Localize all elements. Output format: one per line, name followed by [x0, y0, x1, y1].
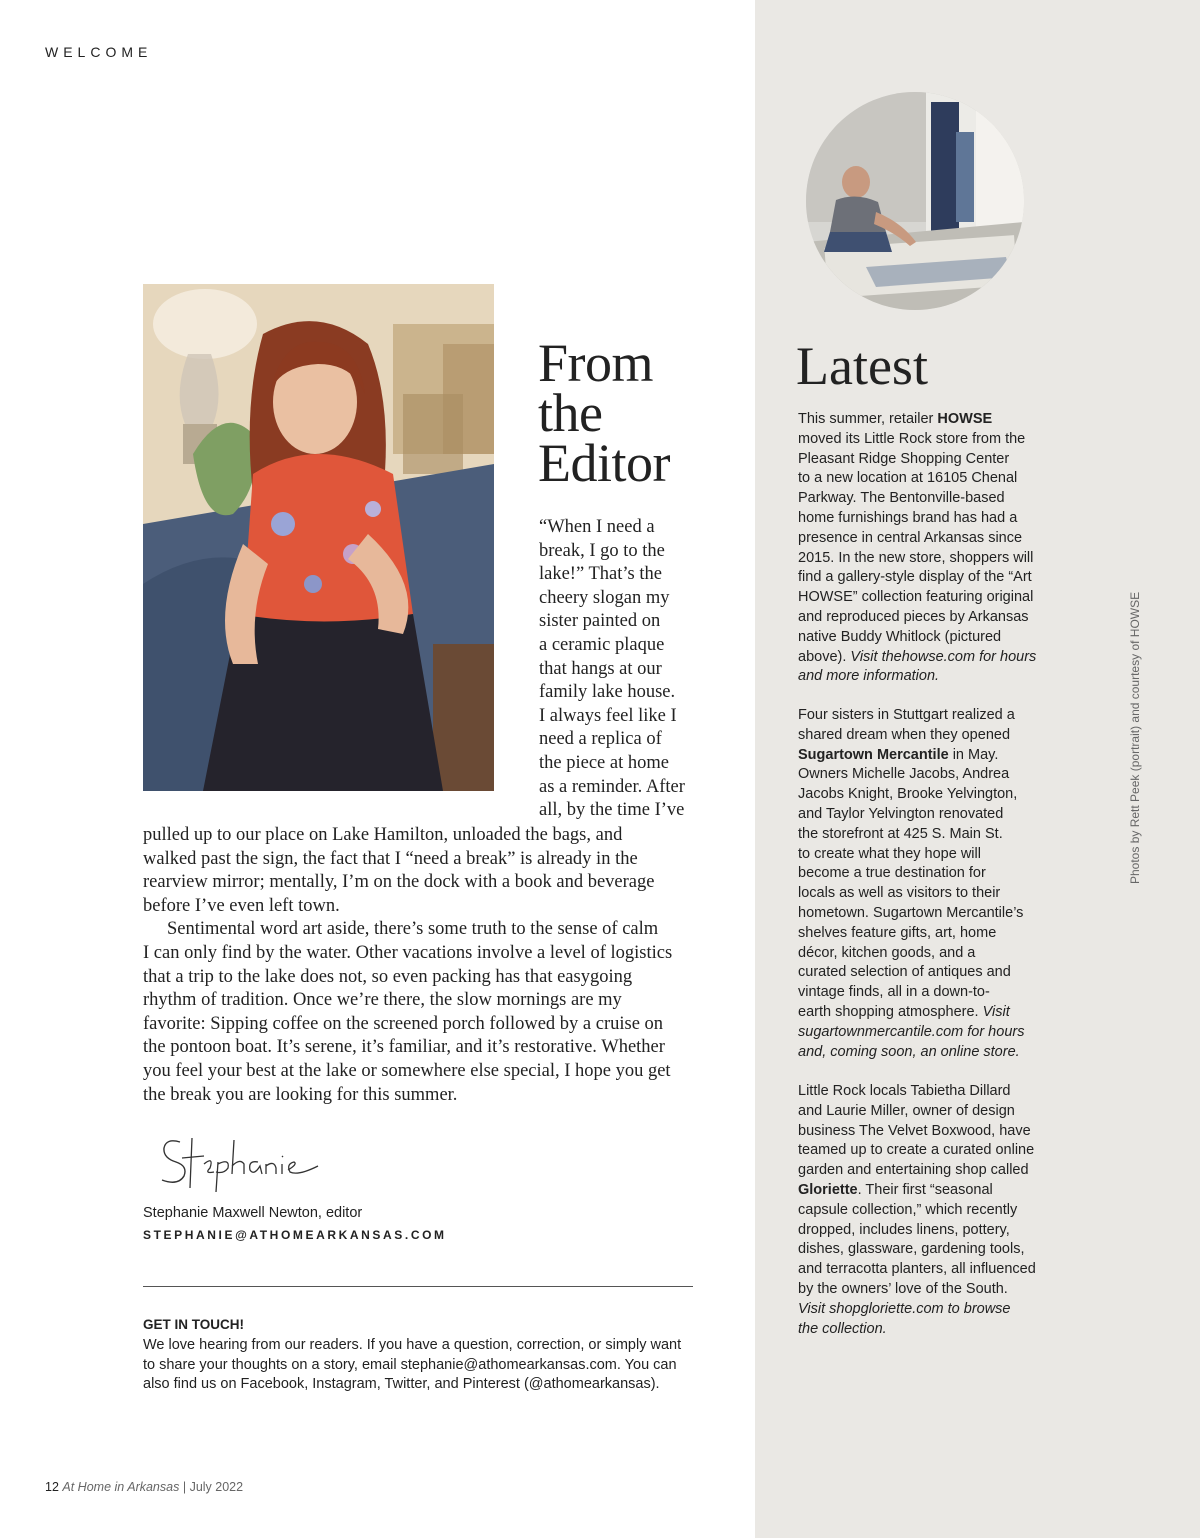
text-line: curated selection of antiques and — [798, 964, 1011, 981]
editor-email-link[interactable]: STEPHANIE@ATHOMEARKANSAS.COM — [143, 1228, 447, 1242]
text-line: Jacobs Knight, Brooke Yelvington, — [798, 786, 1018, 803]
text-line: the pontoon boat. It’s serene, it’s familiar, and it’s restorative. Whether — [143, 1037, 665, 1058]
text-line: dropped, includes linens, pottery, — [798, 1221, 1010, 1238]
text-line: and Taylor Yelvington renovated — [798, 805, 1004, 822]
text-line: shared dream when they opened — [798, 726, 1011, 743]
text-line: 2015. In the new store, shoppers will — [798, 549, 1034, 566]
divider — [143, 1286, 693, 1287]
howse-name: HOWSE — [937, 411, 993, 427]
text-line: “When I need a — [539, 517, 655, 537]
sugartown-link-text: and, coming soon, an online store. — [798, 1043, 1020, 1060]
editor-name: Stephanie Maxwell Newton, editor — [143, 1205, 363, 1221]
text-line: presence in central Arkansas since — [798, 529, 1023, 546]
latest-paragraph-gloriette — [798, 1082, 1073, 1339]
editor-title-line: From — [538, 333, 654, 393]
text-line: and terracotta planters, all influenced — [798, 1261, 1036, 1278]
photo-credit: Photos by Rett Peek (portrait) and courtesy of HOWSE — [1128, 591, 1142, 884]
text-line: sister painted on — [539, 611, 661, 632]
text-line: Owners Michelle Jacobs, Andrea — [798, 766, 1010, 783]
text-line: cheery slogan my — [539, 587, 670, 608]
sugartown-link-text: Visit — [982, 1003, 1010, 1020]
section-label: WELCOME — [45, 44, 153, 60]
text-line: before I’ve even left town. — [143, 895, 340, 916]
text-line: Sentimental word art aside, there’s some truth to the sense of calm — [167, 919, 659, 940]
text-line — [798, 410, 1073, 430]
magazine-name: At Home in Arkansas — [62, 1480, 180, 1494]
latest-paragraph-howse — [798, 410, 1073, 687]
text-line: the storefront at 425 S. Main St. — [798, 825, 1003, 842]
text-line: to a new location at 16105 Chenal — [798, 470, 1018, 487]
text-span: This summer, retailer — [798, 411, 938, 427]
text-line: pulled up to our place on Lake Hamilton, unloaded the bags, and — [143, 825, 623, 845]
text-line: vintage finds, all in a down-to- — [798, 984, 990, 1001]
howse-link-text: Visit thehowse.com for hours — [850, 648, 1037, 665]
text-line: Pleasant Ridge Shopping Center — [798, 450, 1010, 467]
latest-title: Latest — [796, 336, 928, 396]
sugartown-name: Sugartown Mercantile — [798, 746, 949, 763]
text-line: favorite: Sipping coffee on the screened porch followed by a cruise on — [143, 1013, 664, 1034]
text-span: . Their first “seasonal — [857, 1181, 993, 1198]
editor-signature — [158, 1130, 328, 1196]
text-line: moved its Little Rock store from the — [798, 430, 1026, 447]
text-line: shelves feature gifts, art, home — [798, 924, 997, 941]
text-line: that hangs at our — [539, 658, 662, 679]
text-line: capsule collection,” which recently — [798, 1201, 1018, 1218]
text-line — [798, 667, 1073, 687]
latest-paragraph-sugartown — [798, 706, 1073, 1062]
text-line: also find us on Facebook, Instagram, Twitter, and Pinterest (@athomearkansas). — [143, 1376, 660, 1393]
text-line: by the owners’ love of the South. — [798, 1280, 1008, 1297]
text-line — [798, 746, 1073, 766]
text-line: I always feel like I — [539, 705, 677, 726]
text-span: earth shopping atmosphere. — [798, 1003, 983, 1020]
sugartown-link-text: sugartownmercantile.com for hours — [798, 1023, 1025, 1040]
text-line: garden and entertaining shop called — [798, 1162, 1029, 1179]
get-in-touch-heading: GET IN TOUCH! — [143, 1317, 244, 1332]
editor-lead-text — [539, 516, 709, 823]
text-line: that a trip to the lake does not, so even packing has that easygoing — [143, 966, 633, 987]
editor-title — [538, 333, 670, 493]
text-line: décor, kitchen goods, and a — [798, 944, 976, 961]
editor-portrait-photo — [143, 284, 494, 791]
text-line: locals as well as visitors to their — [798, 885, 1001, 902]
text-line: the piece at home — [539, 752, 669, 773]
text-line: home furnishings brand has had a — [798, 509, 1018, 526]
text-line: find a gallery-style display of the “Art — [798, 569, 1032, 586]
artist-circle-photo — [806, 92, 1024, 310]
issue-date: July 2022 — [189, 1480, 244, 1494]
editor-body-text — [143, 824, 713, 1107]
gloriette-name: Gloriette — [798, 1181, 858, 1198]
text-line — [798, 1320, 1073, 1340]
text-line: to create what they hope will — [798, 845, 981, 862]
text-line: the break you are looking for this summer. — [143, 1084, 458, 1105]
text-line: Parkway. The Bentonville-based — [798, 490, 1005, 507]
footer-separator: | — [182, 1480, 187, 1494]
text-line: all, by the time I’ve — [539, 800, 685, 821]
text-line: Little Rock locals Tabietha Dillard — [798, 1083, 1011, 1099]
text-line: and reproduced pieces by Arkansas — [798, 608, 1029, 625]
text-line: dishes, glassware, gardening tools, — [798, 1241, 1025, 1258]
get-in-touch-text — [143, 1336, 723, 1395]
text-line — [798, 1043, 1073, 1063]
text-line: I can only find by the water. Other vacations involve a level of logistics — [143, 942, 673, 963]
text-line: a ceramic plaque — [539, 634, 665, 655]
text-line: HOWSE” collection featuring original — [798, 589, 1034, 606]
page-number: 12 — [45, 1480, 59, 1494]
howse-link-text: and more information. — [798, 668, 940, 685]
text-line: and Laurie Miller, owner of design — [798, 1102, 1015, 1119]
editor-title-line: Editor — [538, 433, 670, 493]
text-line: walked past the sign, the fact that I “need a break” is already in the — [143, 848, 638, 869]
text-line: family lake house. — [539, 682, 676, 703]
text-line: lake!” That’s the — [539, 564, 662, 585]
gloriette-link-text: Visit shopgloriette.com to browse — [798, 1300, 1011, 1317]
editor-title-line: the — [538, 383, 603, 443]
text-line: teamed up to create a curated online — [798, 1142, 1035, 1159]
text-line: become a true destination for — [798, 865, 986, 882]
text-line: business The Velvet Boxwood, have — [798, 1122, 1031, 1139]
text-line — [798, 1023, 1073, 1043]
text-line: rearview mirror; mentally, I’m on the dock with a book and beverage — [143, 872, 655, 893]
page-footer — [45, 1480, 243, 1494]
gloriette-link-text: the collection. — [798, 1320, 887, 1337]
text-line: native Buddy Whitlock (pictured — [798, 628, 1002, 645]
text-line — [798, 648, 1073, 668]
text-line — [798, 1181, 1073, 1201]
text-line: We love hearing from our readers. If you have a question, correction, or simply want — [143, 1337, 682, 1353]
text-line: rhythm of tradition. Once we’re there, the slow mornings are my — [143, 990, 622, 1011]
text-line: Four sisters in Stuttgart realized a — [798, 707, 1015, 723]
text-line: you feel your best at the lake or somewhere else special, I hope you get — [143, 1060, 671, 1081]
text-line — [798, 1003, 1073, 1023]
text-line — [798, 1300, 1073, 1320]
text-line: as a reminder. After — [539, 776, 685, 797]
text-span: in May. — [948, 746, 999, 763]
text-line: need a replica of — [539, 729, 662, 750]
text-line: to share your thoughts on a story, email stephanie@athomearkansas.com. You can — [143, 1356, 677, 1373]
text-line: break, I go to the — [539, 540, 665, 561]
text-span: above). — [798, 648, 851, 665]
text-line: hometown. Sugartown Mercantile’s — [798, 904, 1024, 921]
